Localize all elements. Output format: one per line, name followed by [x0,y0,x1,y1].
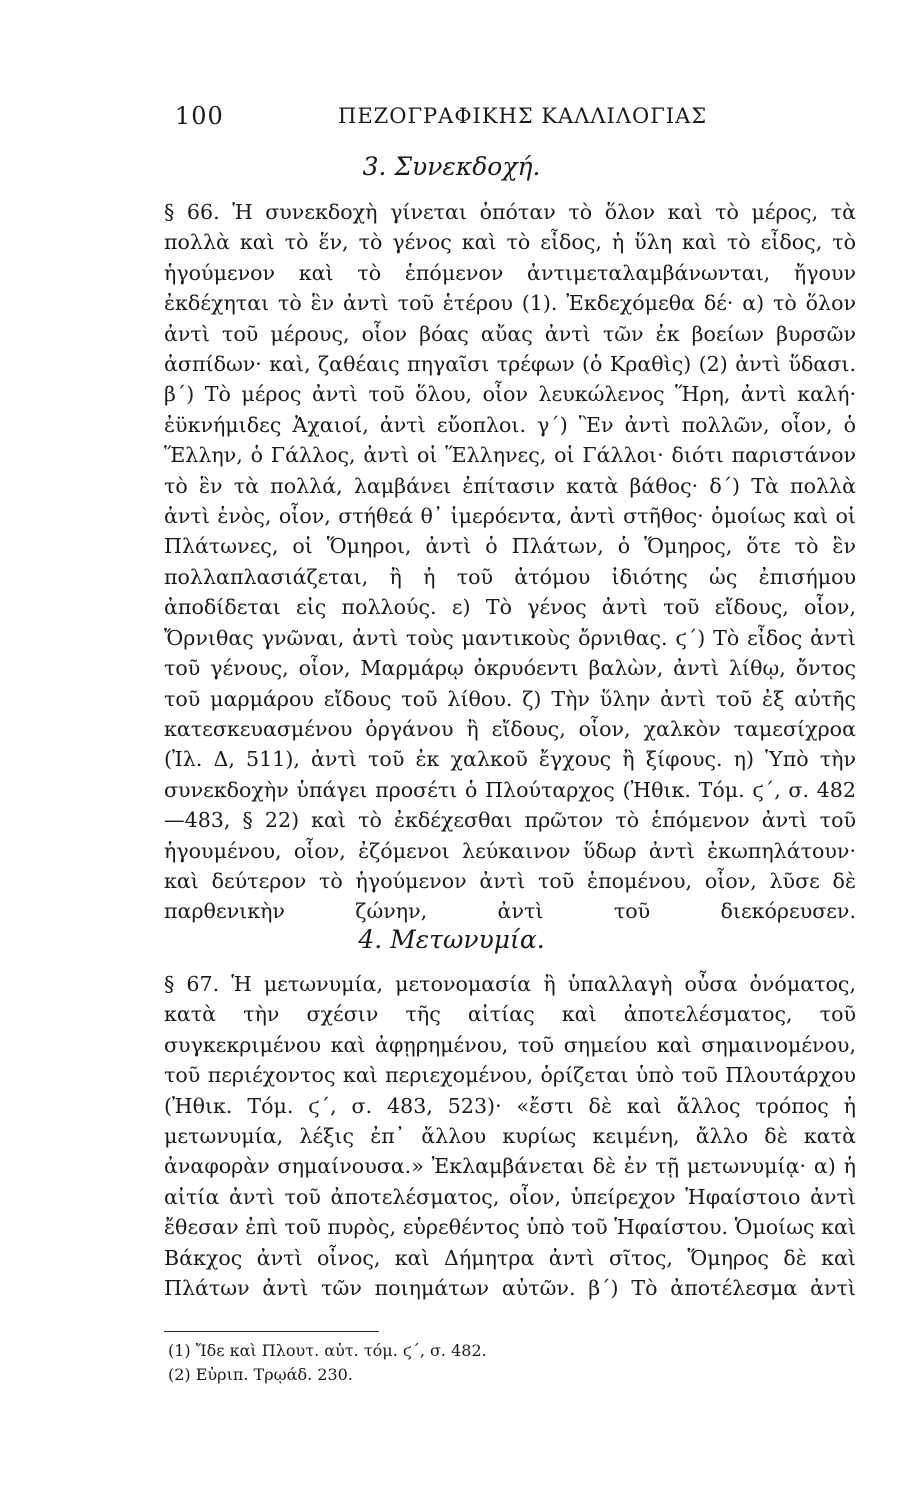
page-number: 100 [175,102,224,130]
paragraph-67: § 67. Ἡ μετωνυμία, μετονομασία ἢ ὑπαλλαγὴ οὖσα ὀνόματος, κατὰ τὴν σχέσιν τῆς αἰτίας καὶ ἀποτελέσματος, τοῦ συγκεκριμένου καὶ ἀφῃρημένου, τοῦ σημείου καὶ σημαινομένου, τοῦ περιέχοντος καὶ περιεχομένου, ὁρίζεται ὑπὸ τοῦ Πλουτάρχου (Ἠθικ. Τόμ. ϛ΄, σ. 483, 523)· «ἔστι δὲ καὶ ἄλλος τρόπος ἡ μετωνυμία, λέξις ἐπ᾽ ἄλλου κυρίως κειμένη, ἄλλο δὲ κατὰ ἀναφορὰν σημαίνουσα.» Ἐκλαμβάνεται δὲ ἐν τῇ μετωνυμίᾳ· α) ἡ αἰτία ἀντὶ τοῦ ἀποτελέσματος, οἷον, ὑπείρεχον Ἡφαίστοιο ἀντὶ ἔθεσαν ἐπὶ τοῦ πυρὸς, εὑρεθέντος ὑπὸ τοῦ Ἡφαίστου. Ὁμοίως καὶ Βάκχος ἀντὶ οἶνος, καὶ Δήμητρα ἀντὶ σῖτος, Ὅμηρος δὲ καὶ Πλάτων ἀντὶ τῶν ποιημάτων αὐτῶν. β΄) Τὸ ἀποτέλεσμα ἀντὶ [164,972,856,1301]
page-header [175,102,860,136]
footnote-1: (1) Ἴδε καὶ Πλουτ. αὐτ. τόμ. ϛ΄, σ. 482. [168,1341,487,1360]
section-heading-metonymy: 4. Μετωνυμία. [358,925,545,954]
footnote-2: (2) Εὐριπ. Τρῳάδ. 230. [168,1365,353,1384]
paragraph-66: § 66. Ἡ συνεκδοχὴ γίνεται ὁπόταν τὸ ὅλον καὶ τὸ μέρος, τὰ πολλὰ καὶ τὸ ἕν, τὸ γένος καὶ τὸ εἶδος, ἡ ὕλη καὶ τὸ εἶδος, τὸ ἡγούμενον καὶ τὸ ἑπόμενον ἀντιμεταλαμβάνωνται, ἤγουν ἐκδέχηται τὸ ἓν ἀντὶ τοῦ ἑτέρου (1). Ἐκδεχόμεθα δέ· α) τὸ ὅλον ἀντὶ τοῦ μέρους, οἷον βόας αὔας ἀντὶ τῶν ἐκ βοείων βυρσῶν ἀσπίδων· καὶ, ζαθέαις πηγαῖσι τρέφων (ὁ Κραθὶς) (2) ἀντὶ ὕδασι. β΄) Τὸ μέρος ἀντὶ τοῦ ὅλου, οἷον λευκώλενος Ἥρη, ἀντὶ καλή· ἐϋκνήμιδες Ἀχαιοί, ἀντὶ εὔοπλοι. γ΄) Ἓν ἀντὶ πολλῶν, οἷον, ὁ Ἕλλην, ὁ Γάλλος, ἀντὶ οἱ Ἕλληνες, οἱ Γάλλοι· διότι παριστάνον τὸ ἓν τὰ πολλά, λαμβάνει ἐπίτασιν κατὰ βάθος· δ΄) Τὰ πολλὰ ἀντὶ ἑνὸς, οἷον, στήθεά θ᾽ ἱμερόεντα, ἀντὶ στῆθος· ὁμοίως καὶ οἱ Πλάτωνες, οἱ Ὅμηροι, ἀντὶ ὁ Πλάτων, ὁ Ὅμηρος, ὅτε τὸ ἓν πολλαπλασιάζεται, ἢ ἡ τοῦ ἀτόμου ἰδιότης ὡς ἐπισήμου ἀποδίδεται εἰς πολλούς. ε) Τὸ γένος ἀντὶ τοῦ εἴδους, οἷον, Ὄρνιθας γνῶναι, ἀντὶ τοὺς μαντικοὺς ὄρνιθας. ϛ΄) Τὸ εἶδος ἀντὶ τοῦ γένους, οἷον, Μαρμάρῳ ὀκρυόεντι βαλὼν, ἀντὶ λίθῳ, ὄντος τοῦ μαρμάρου εἴδους τοῦ λίθου. ζ) Τὴν ὕλην ἀντὶ τοῦ ἐξ αὐτῆς κατεσκευασμένου ὀργάνου ἢ εἴδους, οἷον, χαλκὸν ταμεσίχροα (Ἰλ. Δ, 511), ἀντὶ τοῦ ἐκ χαλκοῦ ἔγχους ἢ ξίφους. η) Ὑπὸ τὴν συνεκδοχὴν ὑπάγει προσέτι ὁ Πλούταρχος (Ἠθικ. Τόμ. ϛ΄, σ. 482—483, § 22) καὶ τὸ ἐκδέχεσθαι πρῶτον τὸ ἑπόμενον ἀντὶ τοῦ ἡγουμένου, οἷον, ἐζόμενοι λεύκαινον ὕδωρ ἀντὶ ἐκωπηλάτουν· καὶ δεύτερον τὸ ἡγούμενον ἀντὶ τοῦ ἑπομένου, οἷον, λῦσε δὲ παρθενικὴν ζώνην, ἀντὶ τοῦ διεκόρευσεν. [164,200,856,924]
running-title: ΠΕΖΟΓΡΑΦΙΚΗΣ ΚΑΛΛΙΛΟΓΙΑΣ [338,104,708,128]
footnote-separator [164,1331,379,1332]
section-heading-synecdoche: 3. Συνεκδοχή. [362,152,541,181]
